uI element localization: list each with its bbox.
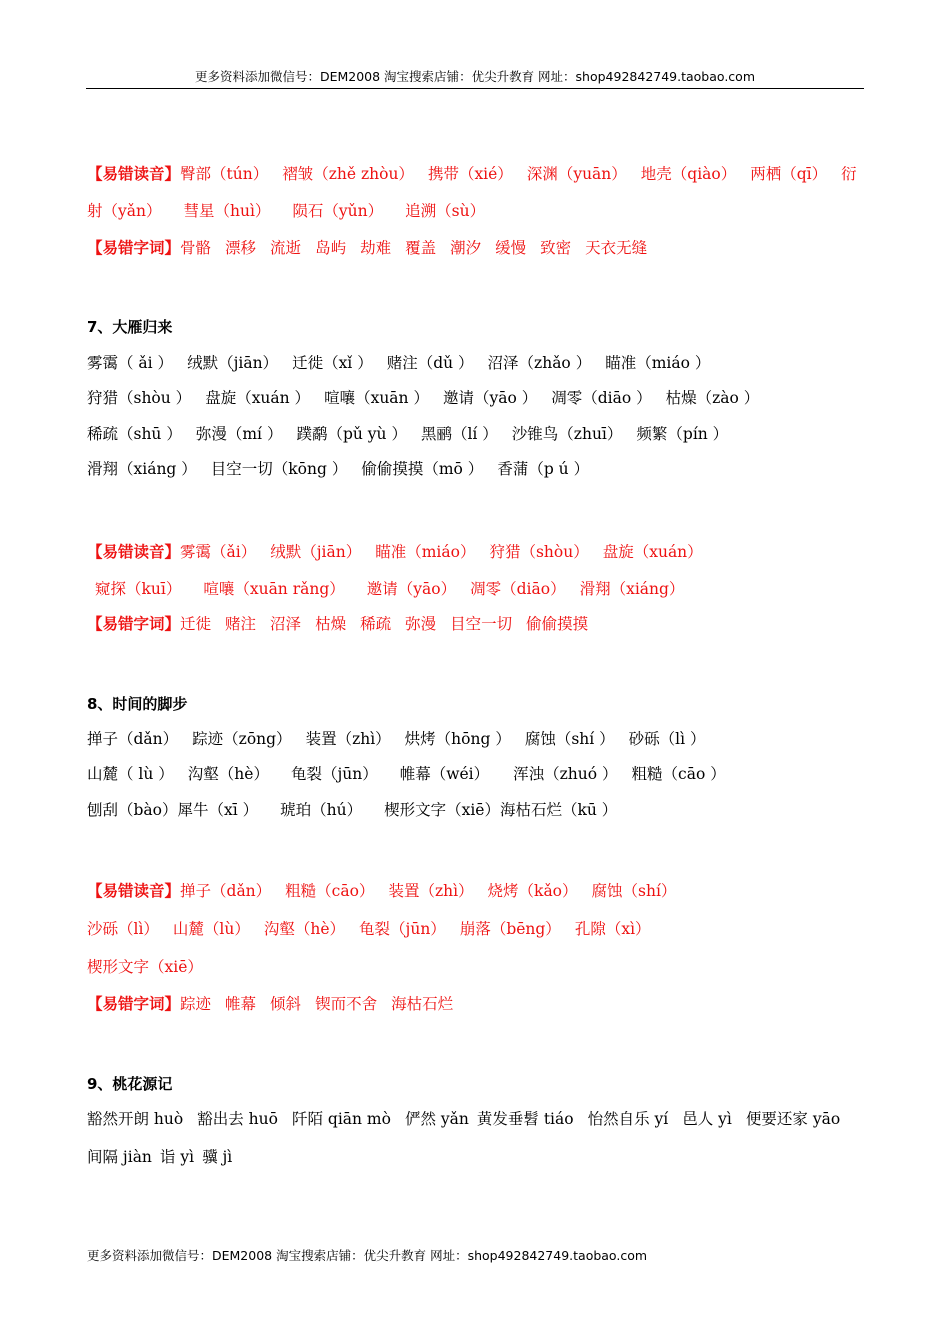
list-item: 褶皱（zhě zhòu） bbox=[282, 165, 414, 183]
list-item: 滑翔（xiáng） bbox=[579, 580, 685, 598]
s8-words-line bbox=[87, 993, 467, 1015]
list-item: 黑鹂（lí ） bbox=[420, 425, 498, 443]
words-tag: 【易错字词】 bbox=[87, 995, 181, 1013]
s9-vocab-line-1 bbox=[87, 1108, 840, 1130]
list-item: 瞄准（miáo ） bbox=[605, 354, 711, 372]
word-item: 海枯石烂 bbox=[391, 995, 454, 1013]
s6-pronunciation-line-1 bbox=[87, 163, 871, 185]
list-item: 盘旋（xuán） bbox=[602, 543, 703, 561]
list-item: 地壳（qiào） bbox=[640, 165, 737, 183]
list-item: 两栖（qī） bbox=[750, 165, 828, 183]
word-item: 迁徙 bbox=[180, 615, 212, 633]
word-item: 沼泽 bbox=[270, 615, 302, 633]
s8-vocab-line-2 bbox=[87, 763, 740, 785]
list-item: 香蒲（p ú ） bbox=[497, 460, 590, 478]
list-item: 装置（zhì） bbox=[305, 730, 391, 748]
pronunciation-tag: 【易错读音】 bbox=[87, 543, 181, 561]
list-item: 腐蚀（shí ） bbox=[524, 730, 615, 748]
list-item: 沙砾（lì） bbox=[87, 920, 159, 938]
list-item: 盘旋（xuán ） bbox=[205, 389, 311, 407]
s7-words-line bbox=[87, 613, 602, 635]
list-item: 间隔 jiàn bbox=[87, 1148, 152, 1166]
list-item: 彗星（huì） bbox=[183, 202, 271, 220]
section-title-9: 9、桃花源记 bbox=[87, 1075, 173, 1093]
list-item: 频繁（pín ） bbox=[636, 425, 729, 443]
list-item: 浑浊（zhuó ） bbox=[513, 765, 618, 783]
word-item: 赌注 bbox=[225, 615, 257, 633]
list-item: 帷幕（wéi） bbox=[399, 765, 490, 783]
list-item: 邑人 yì bbox=[682, 1110, 732, 1128]
list-item: 阡陌 qiān mò bbox=[291, 1110, 391, 1128]
list-item: 邀请（yāo） bbox=[366, 580, 457, 598]
list-item: 臀部（tún） bbox=[180, 165, 269, 183]
list-item: 砂砾（lì ） bbox=[628, 730, 706, 748]
list-item: 沟壑（hè） bbox=[187, 765, 269, 783]
word-item: 踪迹 bbox=[180, 995, 212, 1013]
list-item: 骥 jì bbox=[202, 1148, 233, 1166]
list-item: 偷偷摸摸（mō ） bbox=[361, 460, 484, 478]
list-item: 沼泽（zhǎo ） bbox=[487, 354, 592, 372]
word-item: 覆盖 bbox=[405, 239, 437, 257]
list-item: 邀请（yāo ） bbox=[442, 389, 538, 407]
list-item: 楔形文字（xiē） bbox=[384, 801, 500, 819]
list-item: 稀疏（shū ） bbox=[87, 425, 182, 443]
pronunciation-tag: 【易错读音】 bbox=[87, 165, 181, 183]
list-item: 龟裂（jūn） bbox=[290, 765, 378, 783]
s8-pronunciation-line-1 bbox=[87, 880, 690, 902]
word-item: 潮汐 bbox=[450, 239, 482, 257]
list-item: 雾霭（ǎi） bbox=[180, 543, 257, 561]
list-item: 凋零（diāo） bbox=[470, 580, 566, 598]
word-item: 偷偷摸摸 bbox=[526, 615, 589, 633]
s7-pronunciation-line-1 bbox=[87, 541, 717, 563]
list-item: 俨然 yǎn bbox=[404, 1110, 469, 1128]
list-item: 沟壑（hè） bbox=[263, 920, 346, 938]
s9-vocab-line-2 bbox=[87, 1146, 246, 1168]
word-item: 弥漫 bbox=[405, 615, 437, 633]
list-item: 沙锥鸟（zhuī） bbox=[511, 425, 623, 443]
list-item: 蹼鹬（pǔ yù ） bbox=[296, 425, 407, 443]
list-item: 狩猎（shòu） bbox=[489, 543, 589, 561]
s6-words-line bbox=[87, 237, 661, 259]
s8-pronunciation-line-2 bbox=[87, 918, 665, 940]
list-item: 便要还家 yāo bbox=[745, 1110, 841, 1128]
list-item: 携带（xié） bbox=[427, 165, 513, 183]
list-item: 豁出去 huō bbox=[197, 1110, 278, 1128]
list-item: 诣 yì bbox=[159, 1148, 195, 1166]
list-item: 楔形文字（xiē） bbox=[87, 958, 203, 976]
word-item: 岛屿 bbox=[315, 239, 347, 257]
list-item: 滑翔（xiáng ） bbox=[87, 460, 197, 478]
words-tag: 【易错字词】 bbox=[87, 615, 181, 633]
list-item: 射（yǎn） bbox=[87, 202, 162, 220]
word-item: 缓慢 bbox=[495, 239, 527, 257]
list-item: 山麓（lù） bbox=[172, 920, 250, 938]
list-item: 赌注（dǔ ） bbox=[386, 354, 474, 372]
list-item: 迁徙（xǐ ） bbox=[292, 354, 373, 372]
list-item: 刨刮（bào） bbox=[87, 801, 178, 819]
list-item: 喧嚷（xuān rǎng） bbox=[203, 580, 345, 598]
s6-pronunciation-line-2 bbox=[87, 200, 499, 222]
word-item: 流逝 bbox=[270, 239, 302, 257]
s8-pronunciation-line-3 bbox=[87, 956, 217, 978]
list-item: 粗糙（cāo） bbox=[285, 882, 375, 900]
list-item: 衍 bbox=[841, 165, 857, 183]
s7-vocab-line-2 bbox=[87, 387, 773, 409]
s7-vocab-line-4 bbox=[87, 458, 603, 480]
list-item: 雾霭（ ǎi ） bbox=[87, 354, 174, 372]
words-tag: 【易错字词】 bbox=[87, 239, 181, 257]
list-item: 犀牛（xī ） bbox=[177, 801, 259, 819]
list-item: 狩猎（shòu ） bbox=[87, 389, 192, 407]
list-item: 龟裂（jūn） bbox=[359, 920, 446, 938]
list-item: 深渊（yuān） bbox=[526, 165, 627, 183]
s7-vocab-line-1 bbox=[87, 352, 724, 374]
word-item: 骨骼 bbox=[180, 239, 212, 257]
list-item: 孔隙（xì） bbox=[574, 920, 651, 938]
word-item: 漂移 bbox=[225, 239, 257, 257]
list-item: 绒默（jiān） bbox=[187, 354, 279, 372]
list-item: 琥珀（hú） bbox=[280, 801, 363, 819]
list-item: 弥漫（mí ） bbox=[195, 425, 283, 443]
list-item: 豁然开朗 huò bbox=[87, 1110, 184, 1128]
list-item: 目空一切（kōng ） bbox=[210, 460, 348, 478]
s7-pronunciation-line-2 bbox=[95, 578, 698, 600]
list-item: 枯燥（zào ） bbox=[665, 389, 760, 407]
list-item: 海枯石烂（kū ） bbox=[499, 801, 618, 819]
list-item: 烘烤（hōng ） bbox=[404, 730, 511, 748]
word-item: 帷幕 bbox=[225, 995, 257, 1013]
list-item: 怡然自乐 yí bbox=[587, 1110, 669, 1128]
list-item: 绒默（jiān） bbox=[270, 543, 362, 561]
list-item: 窥探（kuī） bbox=[95, 580, 182, 598]
s8-vocab-line-1 bbox=[87, 728, 720, 750]
word-item: 倾斜 bbox=[270, 995, 302, 1013]
list-item: 踪迹（zōng） bbox=[192, 730, 292, 748]
list-item: 掸子（dǎn） bbox=[180, 882, 272, 900]
word-item: 目空一切 bbox=[450, 615, 513, 633]
section-title-8: 8、时间的脚步 bbox=[87, 695, 188, 713]
page-header: 更多资料添加微信号：DEM2008 淘宝搜索店铺：优尖升教育 网址：shop492842749.taobao.com bbox=[86, 67, 864, 89]
word-item: 天衣无缝 bbox=[585, 239, 648, 257]
pronunciation-tag: 【易错读音】 bbox=[87, 882, 181, 900]
list-item: 追溯（sù） bbox=[405, 202, 486, 220]
word-item: 稀疏 bbox=[360, 615, 392, 633]
list-item: 粗糙（cāo ） bbox=[631, 765, 726, 783]
page-footer: 更多资料添加微信号：DEM2008 淘宝搜索店铺：优尖升教育 网址：shop492842749.taobao.com bbox=[87, 1248, 648, 1263]
word-item: 劫难 bbox=[360, 239, 392, 257]
list-item: 掸子（dǎn） bbox=[87, 730, 179, 748]
list-item: 崩落（bēng） bbox=[459, 920, 561, 938]
list-item: 陨石（yǔn） bbox=[292, 202, 384, 220]
list-item: 装置（zhì） bbox=[388, 882, 474, 900]
list-item: 凋零（diāo ） bbox=[551, 389, 652, 407]
section-title-7: 7、大雁归来 bbox=[87, 318, 173, 336]
s7-vocab-line-3 bbox=[87, 423, 742, 445]
list-item: 腐蚀（shí） bbox=[591, 882, 677, 900]
list-item: 喧嚷（xuān ） bbox=[324, 389, 429, 407]
word-item: 锲而不舍 bbox=[315, 995, 378, 1013]
list-item: 黄发垂髫 tiáo bbox=[476, 1110, 574, 1128]
list-item: 山麓（ lù ） bbox=[87, 765, 174, 783]
word-item: 致密 bbox=[540, 239, 572, 257]
word-item: 枯燥 bbox=[315, 615, 347, 633]
s8-vocab-line-3 bbox=[87, 799, 631, 821]
list-item: 烧烤（kǎo） bbox=[487, 882, 578, 900]
list-item: 瞄准（miáo） bbox=[375, 543, 476, 561]
